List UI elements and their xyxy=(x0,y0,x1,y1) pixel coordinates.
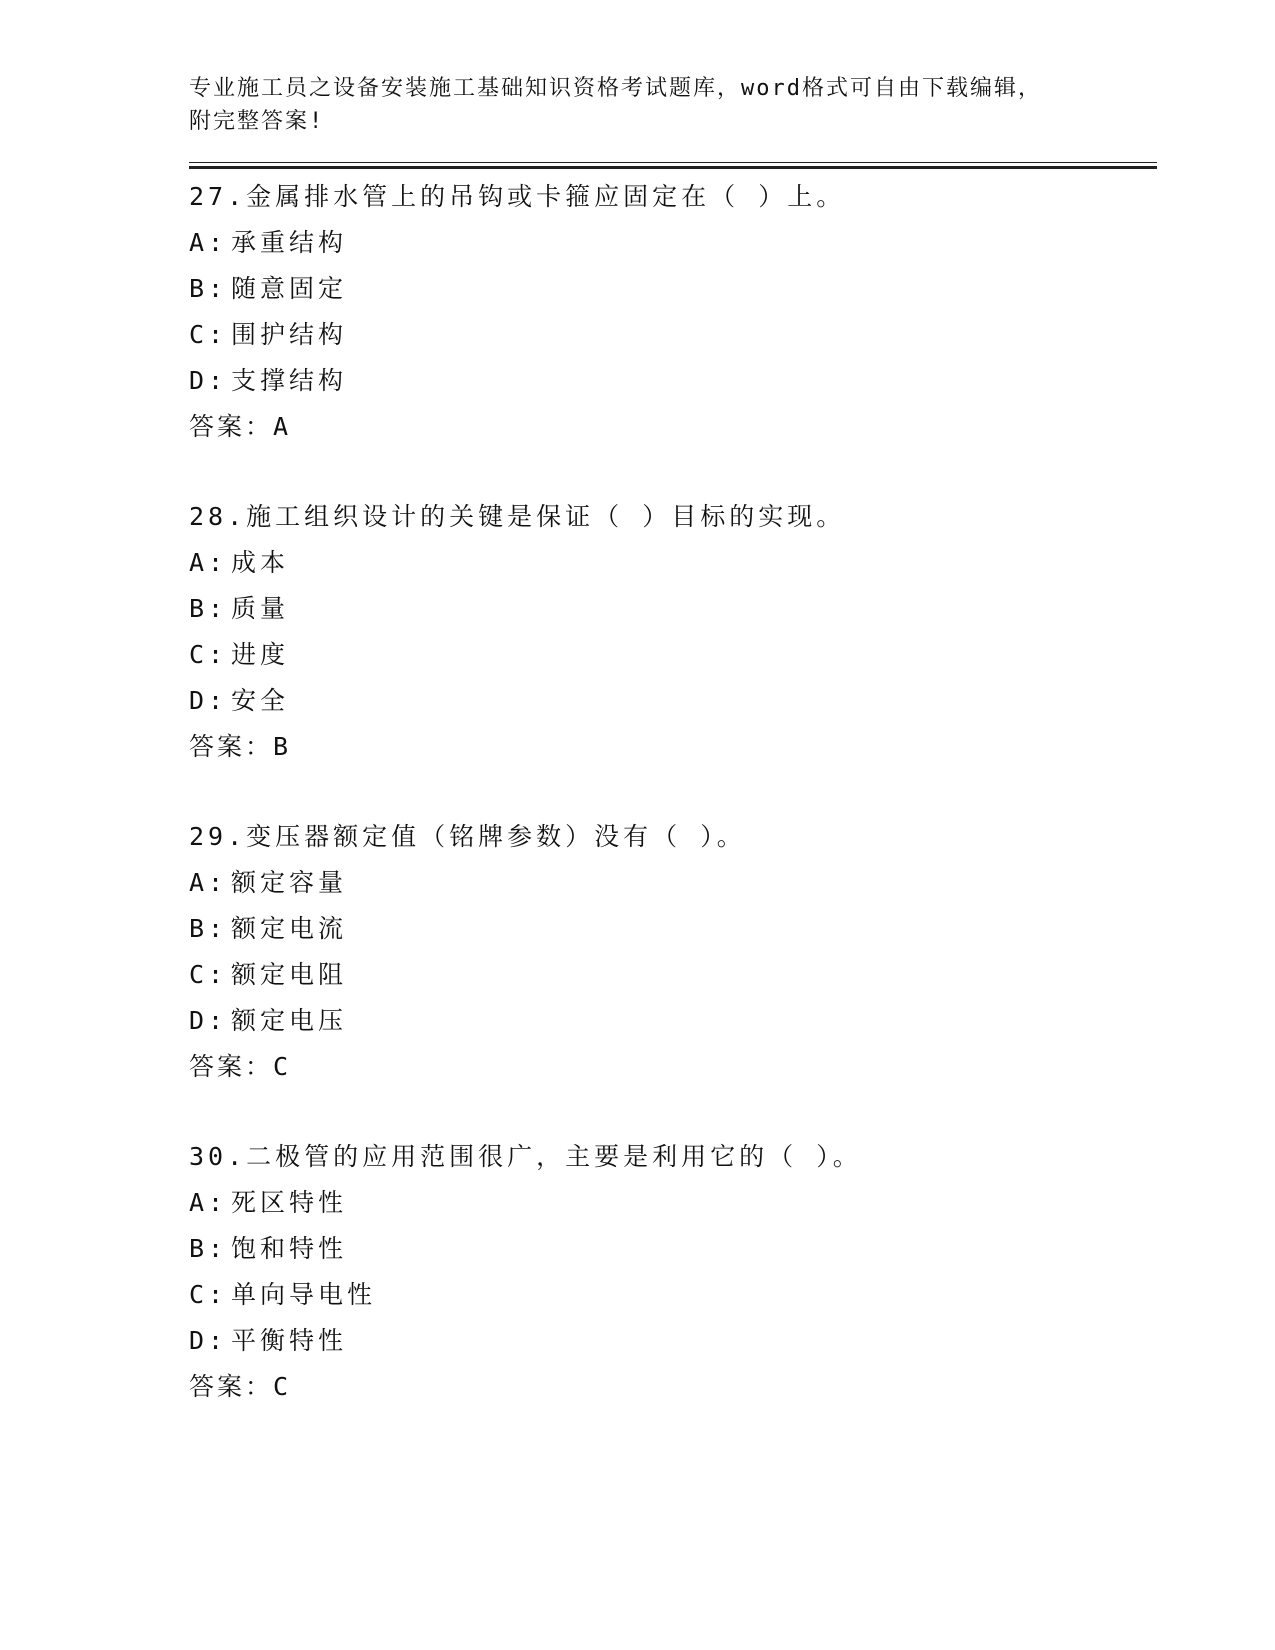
option-text: 承重结构 xyxy=(231,228,348,257)
option-text: 死区特性 xyxy=(231,1188,348,1217)
question-28 xyxy=(189,494,1157,770)
option-d xyxy=(189,1318,1157,1364)
option-c xyxy=(189,952,1157,998)
answer-label: 答案： xyxy=(189,412,274,441)
spacer xyxy=(189,1090,1157,1134)
answer-label: 答案： xyxy=(189,732,274,761)
option-b xyxy=(189,586,1157,632)
answer-value: C xyxy=(273,1372,289,1401)
option-letter: C: xyxy=(189,960,228,989)
option-text: 额定容量 xyxy=(231,868,348,897)
option-text: 平衡特性 xyxy=(231,1326,348,1355)
option-letter: B: xyxy=(189,1234,228,1263)
option-c xyxy=(189,1272,1157,1318)
option-b xyxy=(189,266,1157,312)
option-letter: C: xyxy=(189,320,228,349)
spacer xyxy=(189,450,1157,494)
option-a xyxy=(189,220,1157,266)
option-letter: D: xyxy=(189,686,228,715)
option-text: 进度 xyxy=(231,640,290,669)
option-text: 单向导电性 xyxy=(231,1280,377,1309)
answer-value: A xyxy=(273,412,289,441)
option-letter: A: xyxy=(189,548,228,577)
question-27 xyxy=(189,174,1157,450)
spacer xyxy=(189,770,1157,814)
option-d xyxy=(189,998,1157,1044)
answer-line xyxy=(189,724,1157,770)
answer-line xyxy=(189,1044,1157,1090)
option-c xyxy=(189,632,1157,678)
option-letter: C: xyxy=(189,640,228,669)
header-divider xyxy=(189,162,1157,169)
option-a xyxy=(189,540,1157,586)
option-text: 额定电流 xyxy=(231,914,348,943)
option-letter: A: xyxy=(189,228,228,257)
option-letter: B: xyxy=(189,274,228,303)
option-a xyxy=(189,1180,1157,1226)
option-d xyxy=(189,678,1157,724)
option-text: 随意固定 xyxy=(231,274,348,303)
option-text: 支撑结构 xyxy=(231,366,348,395)
document-page xyxy=(189,72,1157,1410)
header-line-1: 专业施工员之设备安装施工基础知识资格考试题库，word格式可自由下载编辑， xyxy=(189,76,1042,101)
option-b xyxy=(189,906,1157,952)
option-letter: D: xyxy=(189,366,228,395)
question-stem: 27.金属排水管上的吊钩或卡箍应固定在（ ）上。 xyxy=(189,182,846,211)
header-line-2: 附完整答案! xyxy=(189,109,325,134)
question-29 xyxy=(189,814,1157,1090)
option-text: 成本 xyxy=(231,548,290,577)
option-b xyxy=(189,1226,1157,1272)
option-d xyxy=(189,358,1157,404)
option-letter: A: xyxy=(189,868,228,897)
question-30 xyxy=(189,1134,1157,1410)
option-text: 饱和特性 xyxy=(231,1234,348,1263)
question-stem: 29.变压器额定值（铭牌参数）没有（ ）。 xyxy=(189,822,746,851)
option-a xyxy=(189,860,1157,906)
option-text: 质量 xyxy=(231,594,290,623)
answer-label: 答案： xyxy=(189,1372,274,1401)
option-text: 额定电压 xyxy=(231,1006,348,1035)
answer-label: 答案： xyxy=(189,1052,274,1081)
answer-value: B xyxy=(273,732,289,761)
question-stem: 28.施工组织设计的关键是保证（ ）目标的实现。 xyxy=(189,502,846,531)
option-c xyxy=(189,312,1157,358)
option-text: 额定电阻 xyxy=(231,960,348,989)
option-letter: C: xyxy=(189,1280,228,1309)
answer-line xyxy=(189,404,1157,450)
option-text: 安全 xyxy=(231,686,290,715)
option-letter: D: xyxy=(189,1326,228,1355)
option-letter: D: xyxy=(189,1006,228,1035)
question-stem: 30.二极管的应用范围很广，主要是利用它的（ ）。 xyxy=(189,1142,862,1171)
option-letter: B: xyxy=(189,594,228,623)
answer-line xyxy=(189,1364,1157,1410)
document-header xyxy=(189,72,1157,138)
answer-value: C xyxy=(273,1052,289,1081)
option-letter: A: xyxy=(189,1188,228,1217)
option-text: 围护结构 xyxy=(231,320,348,349)
option-letter: B: xyxy=(189,914,228,943)
